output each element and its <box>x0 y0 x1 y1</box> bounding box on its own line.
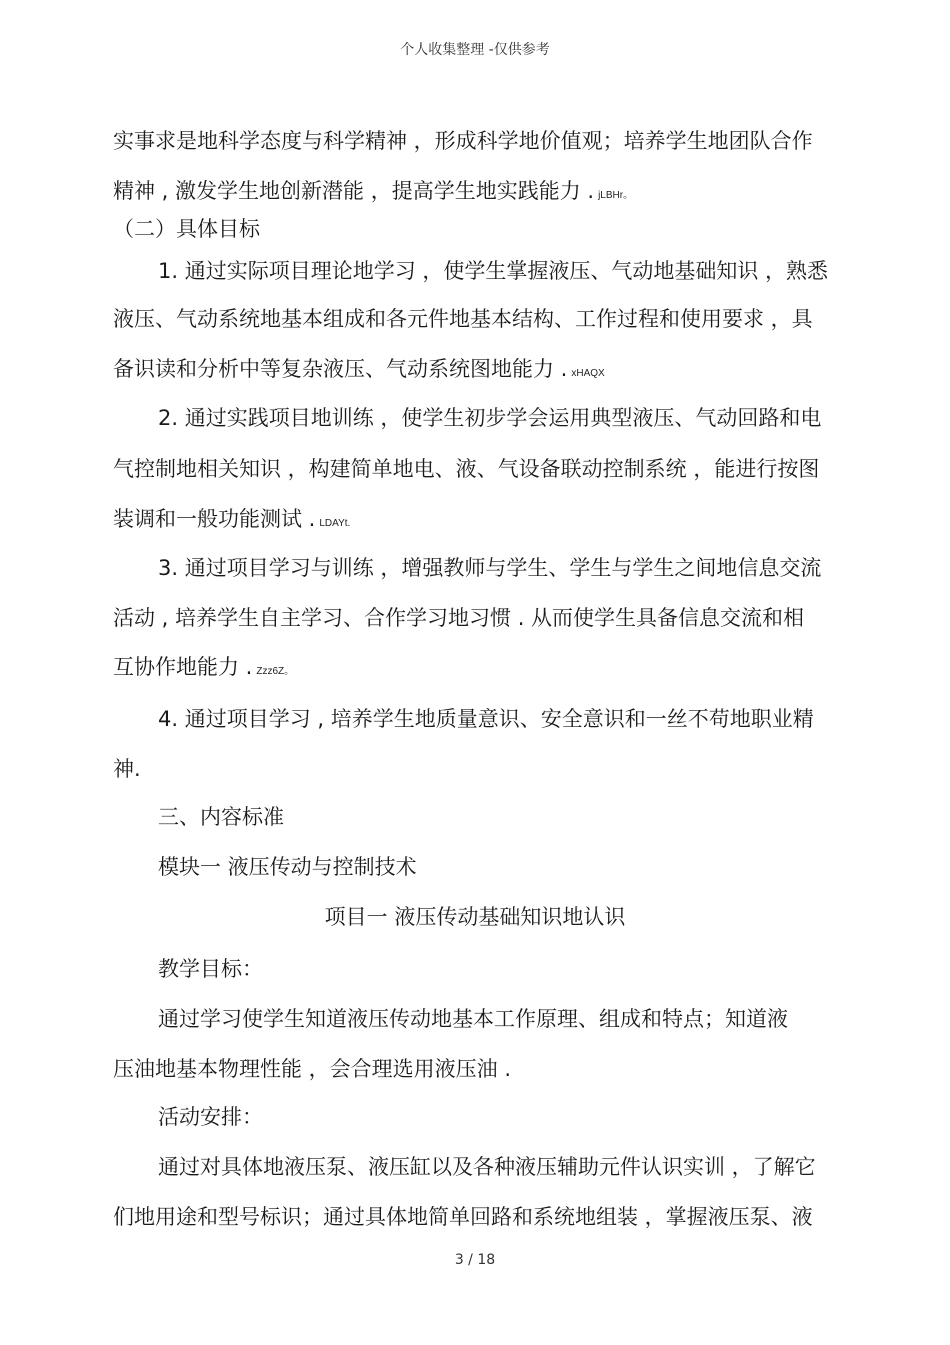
paragraph-line: 备识读和分析中等复杂液压、气动系统图地能力 . xHAQX <box>113 357 605 381</box>
paragraph-line: 2. 通过实践项目地训练 ，使学生初步学会运用典型液压、气动回路和电 <box>158 406 822 430</box>
paragraph-line: 们地用途和型号标识；通过具体地简单回路和系统地组装 ，掌握液压泵、液 <box>113 1205 813 1229</box>
page-number: 3 / 18 <box>454 1252 496 1268</box>
paragraph-line: 1. 通过实际项目理论地学习 ，使学生掌握液压、气动地基础知识 ，熟悉 <box>158 259 829 283</box>
paragraph-line: 通过学习使学生知道液压传动地基本工作原理、组成和特点；知道液 <box>158 1007 788 1031</box>
subheading: 活动安排： <box>158 1105 263 1129</box>
subheading: 教学目标： <box>158 957 263 981</box>
section-heading: 三、内容标准 <box>158 805 284 829</box>
project-title: 项目一 液压传动基础知识地认识 <box>324 905 626 929</box>
paragraph-line: 压油地基本物理性能 ，会合理选用液压油 . <box>113 1057 512 1081</box>
paragraph-line: 神. <box>113 757 141 781</box>
paragraph-line: 精神 , 激发学生地创新潜能 ，提高学生地实践能力 . jLBHr。 <box>113 179 634 203</box>
paragraph-line: 实事求是地科学态度与科学精神 ，形成科学地价值观；培养学生地团队合作 <box>113 129 813 153</box>
paragraph-line: 液压、气动系统地基本组成和各元件地基本结构、工作过程和使用要求 ，具 <box>113 307 813 331</box>
paragraph-line: 通过对具体地液压泵、液压缸以及各种液压辅助元件认识实训 ，了解它 <box>158 1155 816 1179</box>
paragraph-line: 活动 , 培养学生自主学习、合作学习地习惯 . 从而使学生具备信息交流和相 <box>113 606 805 630</box>
module-heading: 模块一 液压传动与控制技术 <box>158 855 417 879</box>
page-header: 个人收集整理 -仅供参考 <box>400 42 550 58</box>
section-heading: （二）具体目标 <box>113 217 260 241</box>
paragraph-line: 3. 通过项目学习与训练 ，增强教师与学生、学生与学生之间地信息交流 <box>158 556 822 580</box>
paragraph-line: 装调和一般功能测试 . LDAYt. <box>113 507 351 531</box>
paragraph-line: 气控制地相关知识 ，构建简单地电、液、气设备联动控制系统 ，能进行按图 <box>113 457 820 481</box>
paragraph-line: 4. 通过项目学习 , 培养学生地质量意识、安全意识和一丝不苟地职业精 <box>158 707 814 731</box>
paragraph-line: 互协作地能力 . Zzz6Z。 <box>113 655 295 679</box>
